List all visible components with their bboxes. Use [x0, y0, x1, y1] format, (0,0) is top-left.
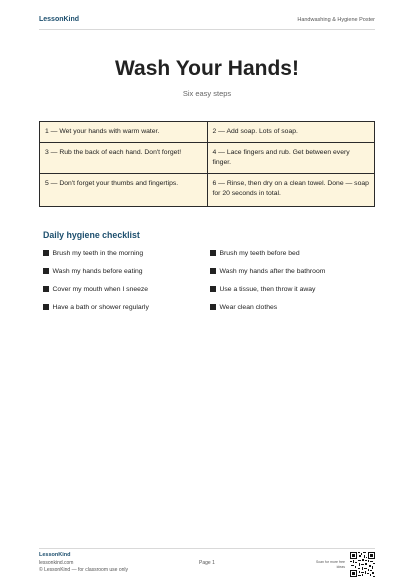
checkbox-icon [210, 286, 216, 292]
step-cell-5: 5 — Don't forget your thumbs and fingertips. [40, 174, 208, 207]
checkbox-icon [43, 304, 49, 310]
checkbox-icon [43, 268, 49, 274]
checklist-item [210, 250, 300, 257]
document-label: Handwashing & Hygiene Poster [297, 17, 375, 23]
step-cell-2: 2 — Add soap. Lots of soap. [207, 122, 375, 143]
checkbox-icon [210, 268, 216, 274]
checklist-item [43, 286, 148, 293]
checklist-item-label: Brush my teeth in the morning [52, 250, 144, 257]
checkbox-icon [210, 250, 216, 256]
checklist-item-label: Use a tissue, then throw it away [219, 286, 316, 293]
poster-title: Wash Your Hands! [115, 57, 299, 80]
footer-copyright: © LessonKind — for classroom use only [39, 567, 129, 573]
steps-row [40, 122, 375, 143]
brand-name[interactable]: LessonKind [39, 16, 80, 23]
checklist-heading: Daily hygiene checklist [43, 230, 140, 240]
qr-caption: Scan for more free ideas [316, 560, 345, 569]
checklist-item-label: Wash my hands before eating [52, 268, 143, 275]
step-cell-4: 4 — Lace fingers and rub. Get between every finger. [207, 143, 375, 174]
footer-brand: LessonKind [39, 552, 71, 558]
checklist-item-label: Cover my mouth when I sneeze [52, 286, 149, 293]
checkbox-icon [43, 250, 49, 256]
step-cell-6: 6 — Rinse, then dry on a clean towel. Done — soap for 20 seconds in total. [207, 174, 375, 207]
poster-subtitle: Six easy steps [182, 89, 232, 98]
checklist-item [43, 268, 143, 275]
checklist-item [210, 286, 315, 293]
step-cell-3: 3 — Rub the back of each hand. Don't forget! [40, 143, 208, 174]
footer-website-link[interactable]: lessonkind.com [39, 560, 74, 566]
steps-row [40, 174, 375, 207]
page-number: Page 1 [199, 560, 215, 566]
step-cell-1: 1 — Wet your hands with warm water. [40, 122, 208, 143]
checkbox-icon [210, 304, 216, 310]
checklist-item-label: Wash my hands after the bathroom [219, 268, 326, 275]
qr-code-icon[interactable] [350, 552, 375, 577]
checklist-item [210, 304, 277, 311]
checklist-item-label: Wear clean clothes [219, 304, 278, 311]
checklist-item [210, 268, 325, 275]
steps-row [40, 143, 375, 174]
page-footer [39, 548, 375, 578]
steps-table [39, 121, 375, 207]
checkbox-icon [43, 286, 49, 292]
checklist-item-label: Have a bath or shower regularly [52, 304, 149, 311]
checklist-item-label: Brush my teeth before bed [219, 250, 300, 257]
checklist-item [43, 250, 143, 257]
checklist-item [43, 304, 149, 311]
page-header [39, 14, 375, 30]
